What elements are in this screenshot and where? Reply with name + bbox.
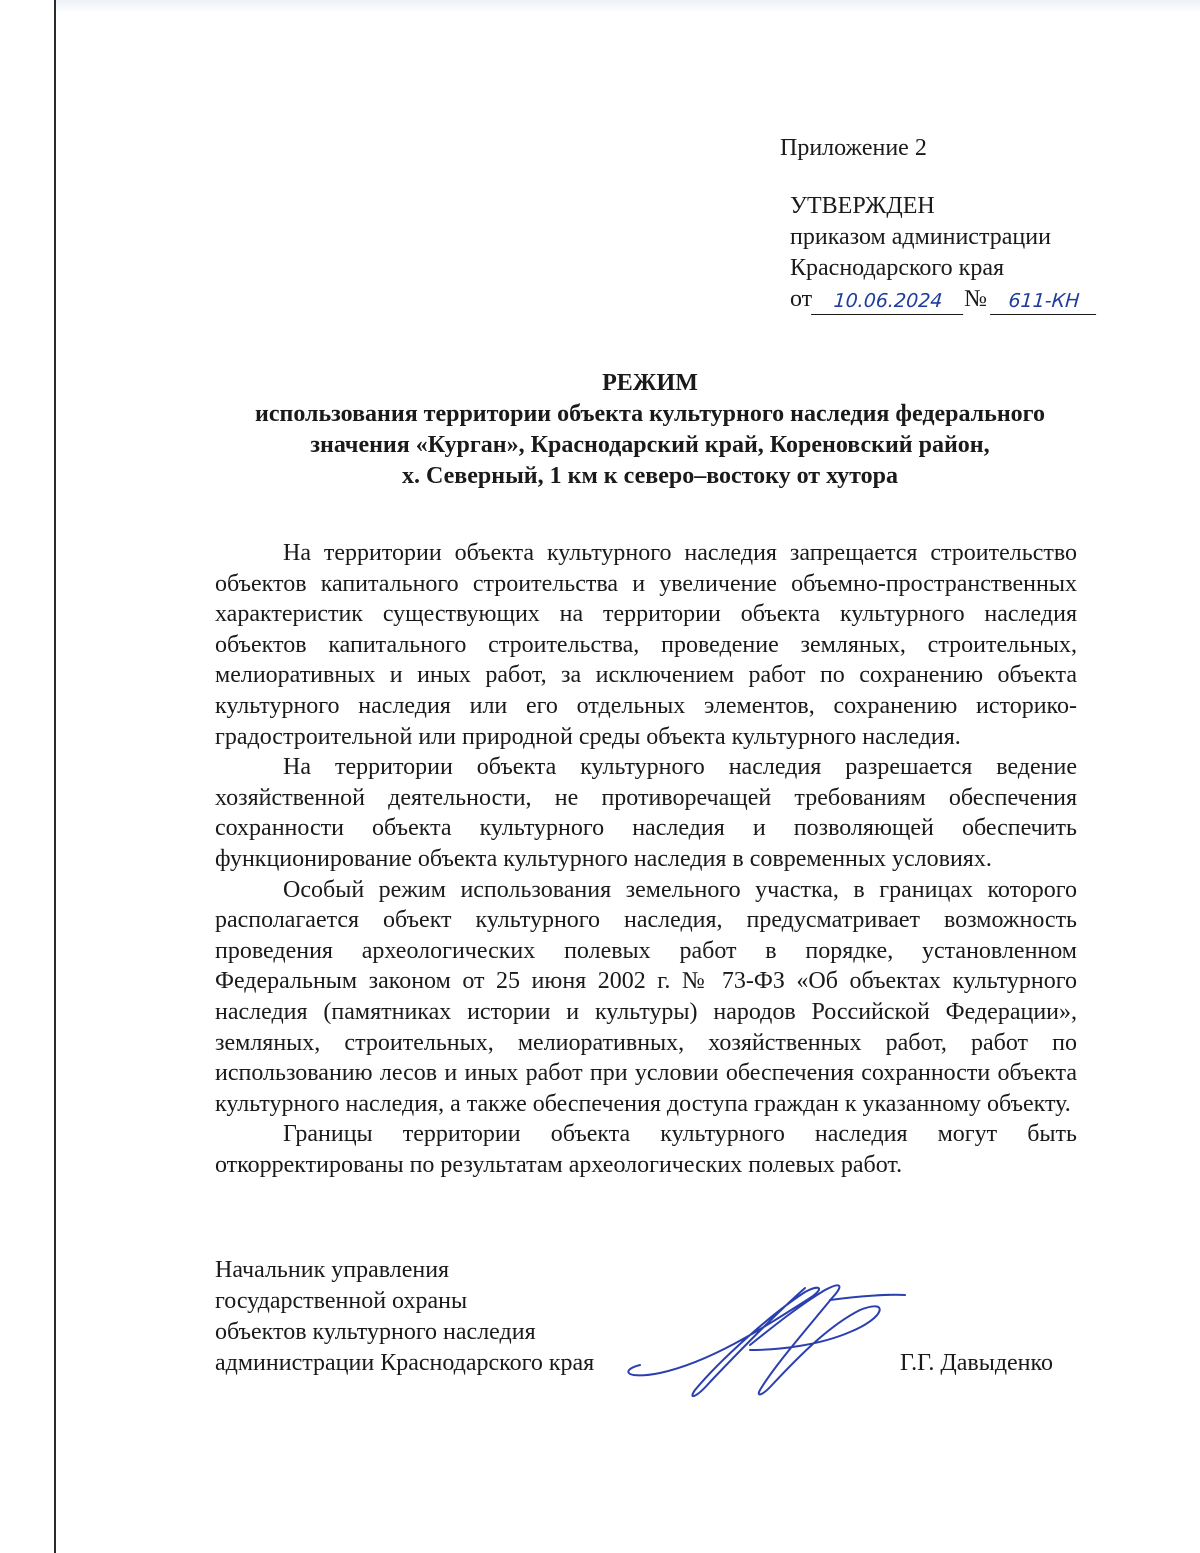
scan-border-line bbox=[54, 0, 56, 1553]
order-date-number-line bbox=[780, 284, 1097, 315]
title-heading: РЕЖИМ bbox=[602, 370, 698, 396]
approval-line-2: Краснодарского края bbox=[790, 255, 1005, 281]
number-prefix: № bbox=[964, 286, 988, 312]
signer-position bbox=[215, 1255, 594, 1379]
date-prefix: от bbox=[790, 286, 813, 312]
paragraph: Особый режим использования земельного участка, в границах которого располагается объект культурного наследия, предусматривает возможность проведения археологических полевых работ в порядке, установленном Федеральным законом от 25 июня 2002 г. № 73-ФЗ «Об объектах культурного наследия (памятниках истории и культуры) народов Российской Федерации», земляных, строительных, мелиоративных, хозяйственных работ, работ по использованию лесов и иных работ при условии обеспечения сохранности объекта культурного наследия, а также обеспечения доступа граждан к указанному объекту. bbox=[215, 876, 1077, 1117]
position-line-1: Начальник управления bbox=[215, 1257, 450, 1283]
position-line-3: объектов культурного наследия bbox=[215, 1319, 536, 1345]
paragraph: Границы территории объекта культурного наследия могут быть откорректированы по результатам археологических полевых работ. bbox=[215, 1121, 1077, 1178]
paragraph: На территории объекта культурного наследия запрещается строительство объектов капитального строительства и увеличение объемно-пространственных характеристик существующих на территории объекта культурного наследия объектов капитального строительства, проведение земляных, строительных, мелиоративных и иных работ, за исключением работ по сохранению объекта культурного наследия или его отдельных элементов, сохранению историко-градостроительной или природной среды объекта культурного наследия. bbox=[215, 540, 1077, 750]
title-line-2: значения «Курган», Краснодарский край, Кореновский район, bbox=[310, 432, 990, 458]
document-body bbox=[215, 538, 1077, 1180]
handwritten-signature bbox=[600, 1270, 920, 1410]
signature-strokes bbox=[628, 1285, 905, 1396]
position-line-2: государственной охраны bbox=[215, 1288, 468, 1314]
approved-label: УТВЕРЖДЕН bbox=[790, 193, 935, 219]
document-title bbox=[160, 368, 1140, 492]
position-line-4: администрации Краснодарского края bbox=[215, 1350, 595, 1376]
title-line-1: использования территории объекта культурного наследия федерального bbox=[255, 401, 1045, 427]
signer-name: Г.Г. Давыденко bbox=[900, 1350, 1053, 1376]
order-date-handwritten: 10.06.2024 bbox=[811, 288, 965, 315]
approval-stamp-block bbox=[780, 133, 1097, 315]
order-number-handwritten: 611-КН bbox=[990, 288, 1098, 315]
paragraph: На территории объекта культурного наследия разрешается ведение хозяйственной деятельности, не противоречащей требованиям обеспечения сохранности объекта культурного наследия и позволяющей обеспечить функционирование объекта культурного наследия в современных условиях. bbox=[215, 754, 1077, 872]
scan-top-shade bbox=[56, 0, 1200, 14]
appendix-label: Приложение 2 bbox=[780, 135, 927, 161]
title-line-3: х. Северный, 1 км к северо–востоку от хутора bbox=[402, 463, 898, 489]
approval-line-1: приказом администрации bbox=[790, 224, 1051, 250]
